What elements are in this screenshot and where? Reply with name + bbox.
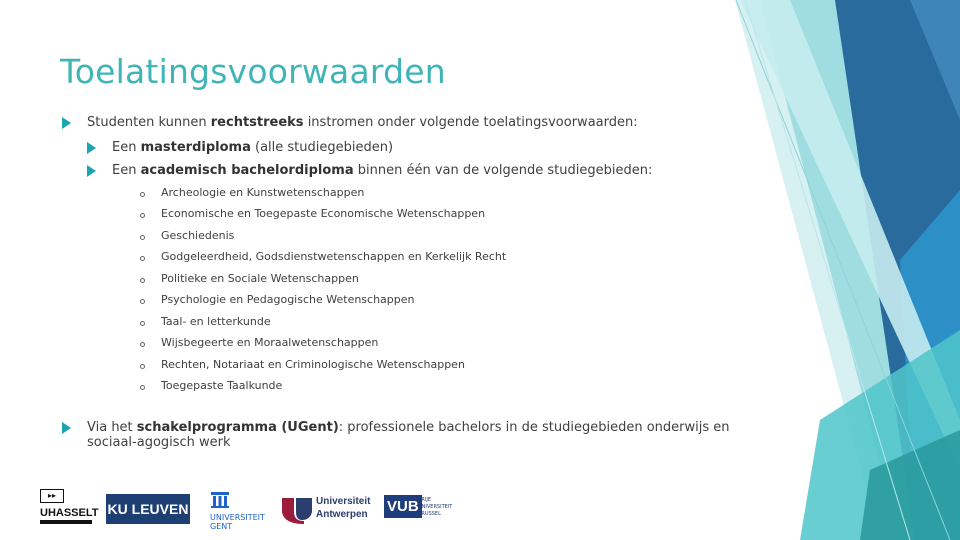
circle-bullet-icon: [140, 321, 145, 326]
bullet-schakelprogramma: [62, 420, 729, 450]
circle-bullet-icon: [140, 299, 145, 304]
arrow-bullet-icon: [87, 142, 96, 154]
uhasselt-logo: ▸▸ UHASSELT: [40, 489, 94, 529]
circle-bullet-icon: [140, 385, 145, 390]
play-icon: ▸▸: [40, 489, 64, 503]
ugent-logo: UNIVERSITEIT GENT: [210, 491, 270, 531]
circle-bullet-icon: [140, 278, 145, 283]
bullet-text: Een academisch bachelordiploma binnen één van de volgende studiegebieden:: [112, 163, 653, 178]
circle-bullet-icon: [140, 342, 145, 347]
arrow-bullet-icon: [62, 117, 71, 129]
bullet-text: Via het schakelprogramma (UGent): professionele bachelors in de studiegebieden onderwijs en sociaal-agogisch werk: [87, 420, 730, 450]
circle-bullet-icon: [140, 192, 145, 197]
bullet-academisch-bachelor: [87, 163, 652, 178]
slide-title: Toelatingsvoorwaarden: [60, 52, 446, 91]
ugent-building-icon: [210, 491, 230, 509]
bullet-text: Studenten kunnen rechtstreeks instromen onder volgende toelatingsvoorwaarden:: [87, 115, 638, 130]
kuleuven-logo: KU LEUVEN: [106, 494, 190, 524]
uantwerpen-emblem-icon: [280, 494, 314, 524]
arrow-bullet-icon: [62, 422, 71, 434]
circle-bullet-icon: [140, 235, 145, 240]
bullet-text: Een masterdiploma (alle studiegebieden): [112, 140, 394, 155]
bullet-rechtstreeks: [62, 115, 638, 130]
uantwerpen-logo: Universiteit Antwerpen: [280, 494, 380, 528]
vub-logo: VUB VRIJE UNIVERSITEIT BRUSSEL: [384, 495, 464, 525]
arrow-bullet-icon: [87, 165, 96, 177]
circle-bullet-icon: [140, 364, 145, 369]
circle-bullet-icon: [140, 213, 145, 218]
circle-bullet-icon: [140, 256, 145, 261]
bullet-masterdiploma: [87, 140, 393, 155]
